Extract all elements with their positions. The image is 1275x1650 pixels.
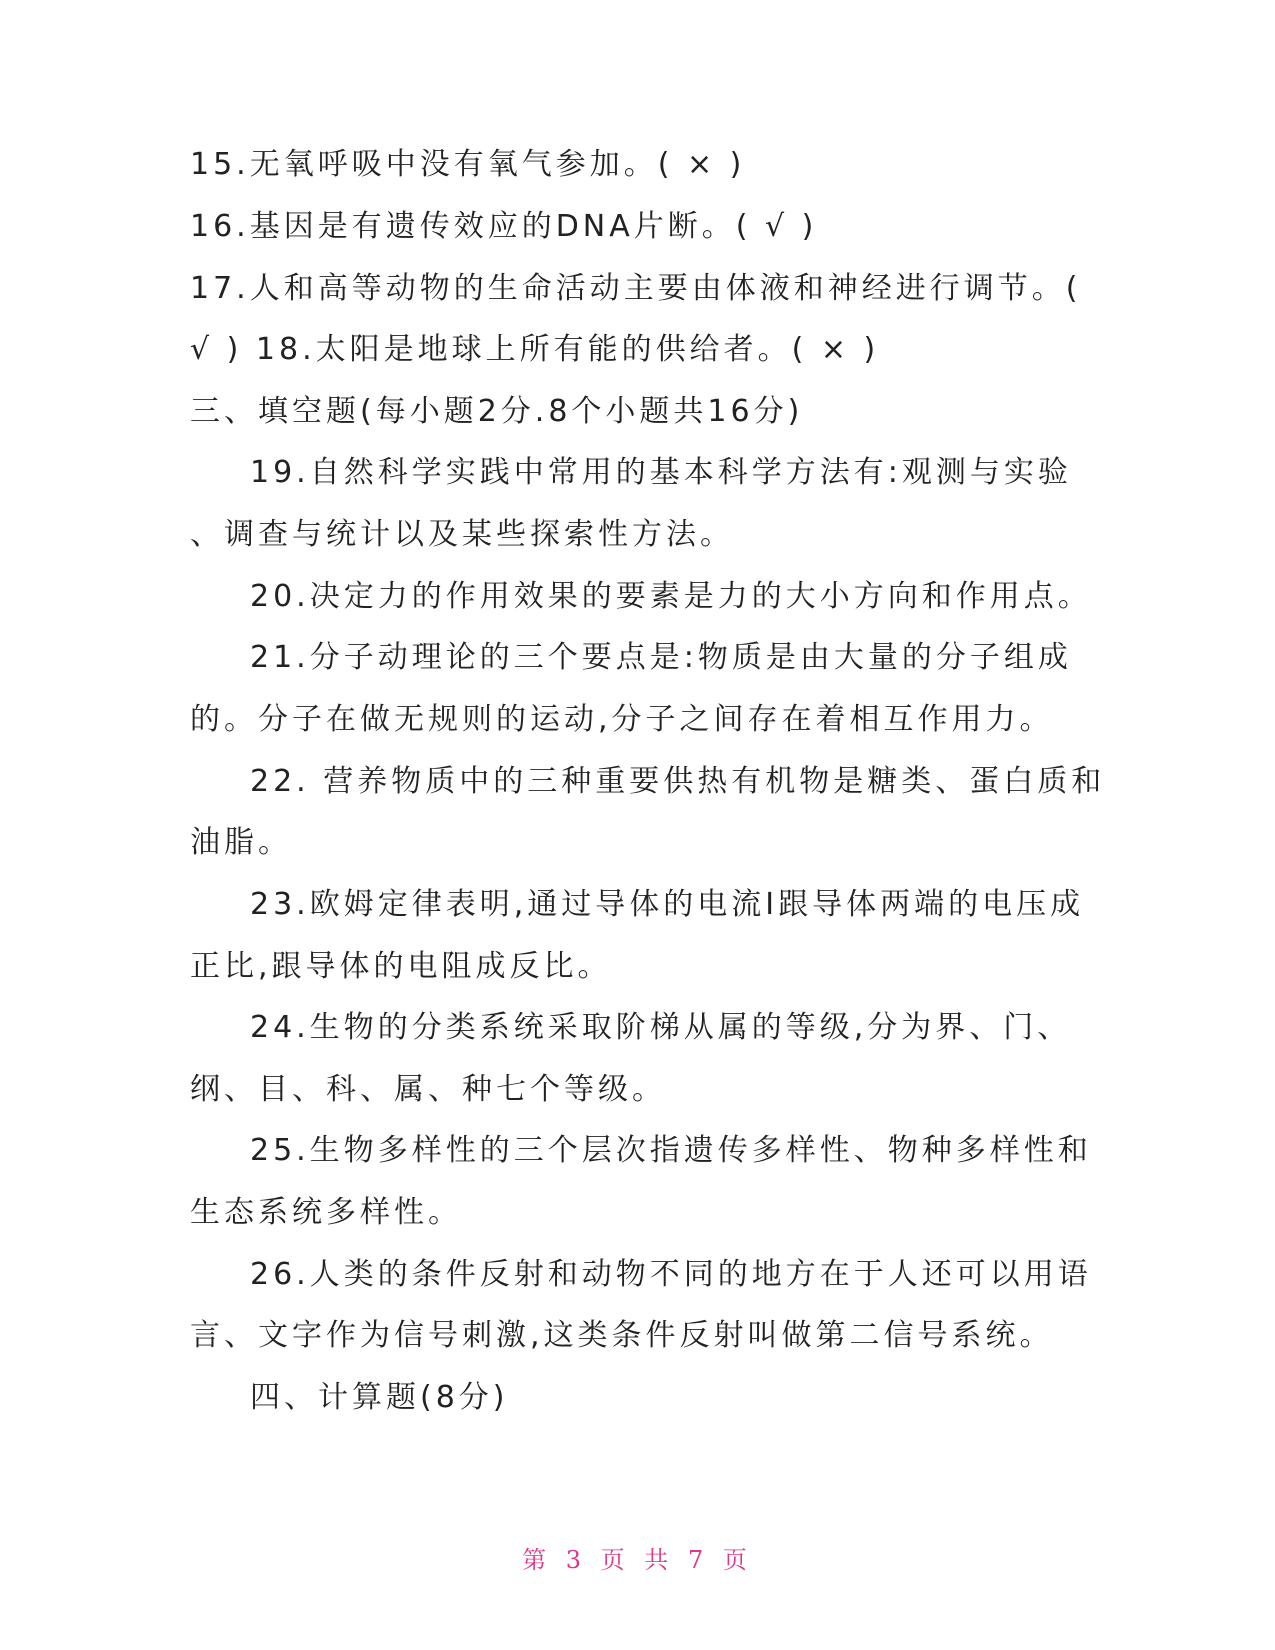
fill-in-item-25: 25.生物多样性的三个层次指遗传多样性、物种多样性和	[250, 1133, 1092, 1168]
fill-in-item-19: 19.自然科学实践中常用的基本科学方法有:观测与实验	[250, 455, 1072, 490]
fill-in-item-26: 26.人类的条件反射和动物不同的地方在于人还可以用语	[250, 1257, 1092, 1292]
fill-in-item-23: 23.欧姆定律表明,通过导体的电流I跟导体两端的电压成	[250, 887, 1085, 922]
fill-in-item-25-cont: 生态系统多样性。	[190, 1195, 462, 1230]
true-false-item-15: 15.无氧呼吸中没有氧气参加。( × )	[190, 147, 746, 182]
fill-in-item-21-cont: 的。分子在做无规则的运动,分子之间存在着相互作用力。	[190, 702, 1054, 737]
fill-in-item-23-cont: 正比,跟导体的电阻成反比。	[190, 949, 612, 984]
section-heading-fill-in: 三、填空题(每小题2分.8个小题共16分)	[190, 394, 804, 429]
true-false-item-17: 17.人和高等动物的生命活动主要由体液和神经进行调节。(	[190, 271, 1082, 306]
fill-in-item-20: 20.决定力的作用效果的要素是力的大小方向和作用点。	[250, 579, 1092, 614]
true-false-item-17-18: √ ) 18.太阳是地球上所有能的供给者。( × )	[190, 332, 880, 367]
fill-in-item-22: 22. 营养物质中的三种重要供热有机物是糖类、蛋白质和	[250, 764, 1106, 799]
section-heading-calculation: 四、计算题(8分)	[250, 1380, 509, 1415]
page-number-footer: 第 3 页 共 7 页	[522, 1546, 753, 1574]
fill-in-item-22-cont: 油脂。	[190, 825, 292, 860]
fill-in-item-21: 21.分子动理论的三个要点是:物质是由大量的分子组成	[250, 640, 1072, 675]
fill-in-item-26-cont: 言、文字作为信号刺激,这类条件反射叫做第二信号系统。	[190, 1318, 1054, 1353]
fill-in-item-24: 24.生物的分类系统采取阶梯从属的等级,分为界、门、	[250, 1010, 1072, 1045]
true-false-item-16: 16.基因是有遗传效应的DNA片断。( √ )	[190, 209, 818, 244]
fill-in-item-19-cont: 、调查与统计以及某些探索性方法。	[190, 517, 734, 552]
fill-in-item-24-cont: 纲、目、科、属、种七个等级。	[190, 1072, 666, 1107]
